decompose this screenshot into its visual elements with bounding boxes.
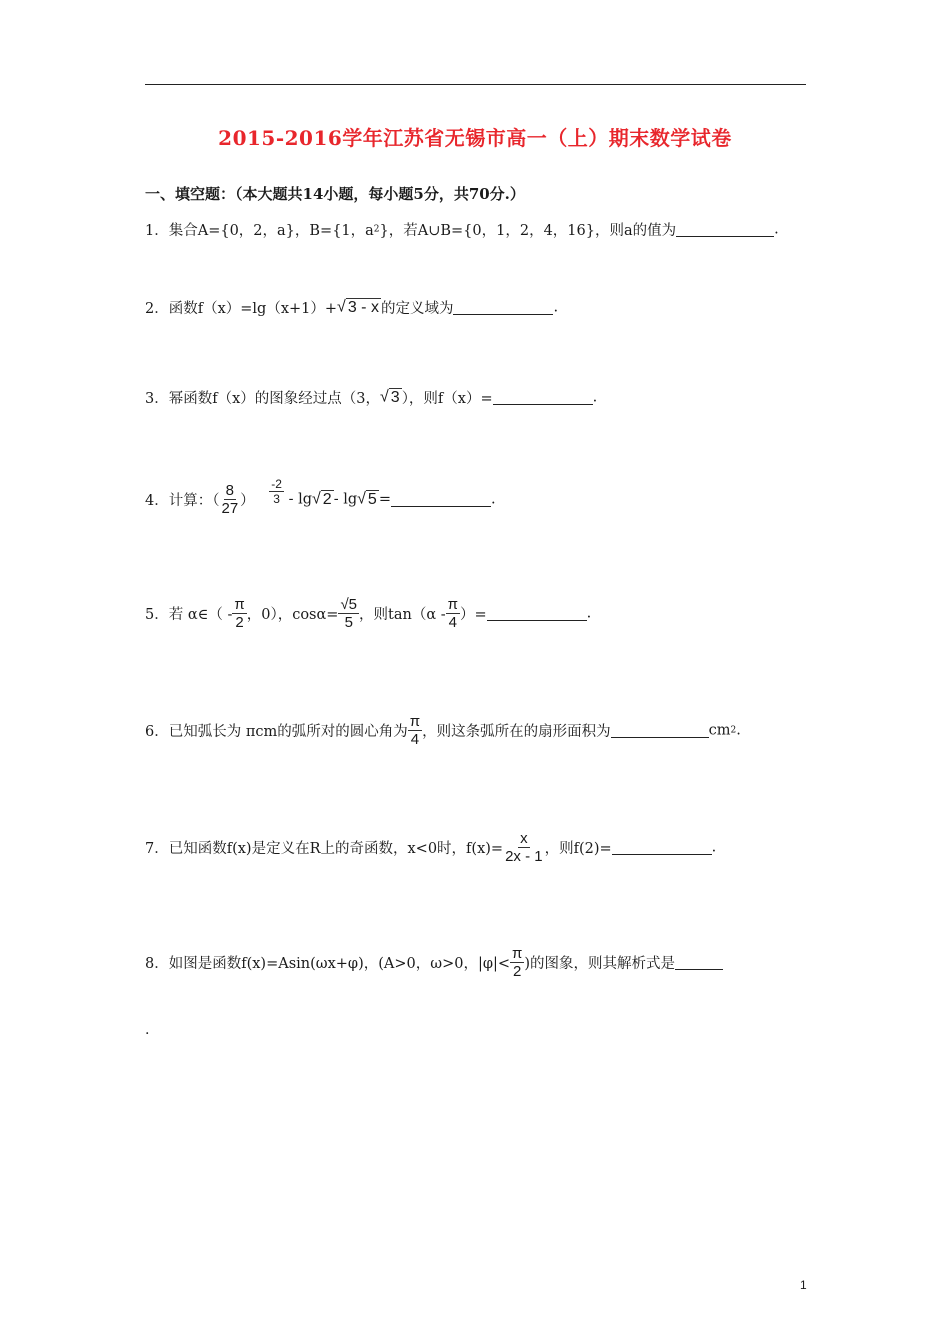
q2-end: . xyxy=(553,299,559,316)
q5-text: 5．若 α∈（ - xyxy=(145,607,233,623)
q2-radicand: 3 - x xyxy=(347,299,379,316)
q5-num-3: π xyxy=(447,596,459,613)
q4-end: . xyxy=(490,491,496,508)
question-4 xyxy=(145,477,496,517)
q6-end: . xyxy=(736,722,741,739)
q7-den: 2x - 1 xyxy=(505,848,543,865)
q5-num-1: π xyxy=(234,596,245,613)
q1-end: . xyxy=(774,221,779,238)
q6-answer-blank[interactable] xyxy=(611,723,709,738)
question-1 xyxy=(145,219,779,240)
q4-num: 8 xyxy=(225,482,234,499)
q4-text4: - lg xyxy=(333,491,358,508)
q8-fraction xyxy=(510,945,524,980)
section-heading: 一、填空题：（本大题共14小题，每小题5分，共70分.） xyxy=(145,185,525,203)
q4-answer-blank[interactable] xyxy=(391,492,491,507)
q7-fraction xyxy=(503,830,545,865)
q1-text2: }，若A∪B={0，1，2，4，16}，则a的值为 xyxy=(379,223,677,239)
q6-sup: 2 xyxy=(730,725,737,736)
q4-sqrt-2: √ 5 xyxy=(357,490,377,508)
q4-text5: = xyxy=(378,491,391,508)
q4-den: 27 xyxy=(221,500,239,517)
q1-text: 1．集合A={0，2，a}，B={1，a xyxy=(145,223,374,239)
q1-answer-blank[interactable] xyxy=(676,222,774,237)
q4-text3: - lg xyxy=(288,491,312,508)
question-8 xyxy=(145,945,723,980)
q5-den-1: 2 xyxy=(235,614,244,631)
q2-text2: 的定义域为 xyxy=(380,301,454,317)
q7-end: . xyxy=(711,839,717,856)
q8-trailing-period: . xyxy=(145,1022,150,1038)
q5-answer-blank[interactable] xyxy=(487,606,587,621)
q4-exponent xyxy=(269,477,284,506)
q5-den-3: 4 xyxy=(448,614,457,631)
page-number: 1 xyxy=(800,1278,807,1292)
q5-den-2: 5 xyxy=(344,614,353,631)
q4-text: 4．计算：（ xyxy=(145,493,220,509)
q7-text: 7．已知函数f(x)是定义在R上的奇函数，x<0时，f(x)= xyxy=(145,841,504,857)
q4-radicand-2: 5 xyxy=(367,491,377,508)
question-2 xyxy=(145,297,558,318)
question-7 xyxy=(145,830,716,865)
q5-fraction-1 xyxy=(232,596,246,631)
q3-sqrt: √ 3 xyxy=(380,388,400,406)
q5-text4: ）= xyxy=(460,607,487,623)
q7-answer-blank[interactable] xyxy=(612,840,712,855)
q4-text2: ） xyxy=(240,493,255,509)
q2-sqrt: √ 3 - x xyxy=(337,298,379,316)
q3-text2: ），则f（x）= xyxy=(401,391,493,407)
q7-num: x xyxy=(520,830,528,847)
header-rule xyxy=(145,84,806,85)
q3-answer-blank[interactable] xyxy=(493,390,593,405)
question-5 xyxy=(145,596,591,631)
q8-den: 2 xyxy=(513,963,522,980)
q1-sup: 2 xyxy=(373,224,380,235)
q4-exp-den: 3 xyxy=(273,492,280,506)
q6-text2: ，则这条弧所在的扇形面积为 xyxy=(422,724,611,740)
q4-exp-num: -2 xyxy=(271,477,282,491)
q6-unit: cm xyxy=(708,722,731,739)
q5-text2: ，0），cosα= xyxy=(246,607,339,623)
q5-fraction-2 xyxy=(338,596,359,631)
q5-text3: ，则tan（α - xyxy=(359,607,446,623)
page-title: 2015-2016学年江苏省无锡市高一（上）期末数学试卷 xyxy=(218,126,732,150)
q6-den: 4 xyxy=(410,731,420,748)
q2-text: 2．函数f（x）=lg（x+1）+ xyxy=(145,301,338,317)
q5-end: . xyxy=(586,605,592,622)
q4-fraction xyxy=(219,482,240,517)
q6-num: π xyxy=(409,713,421,730)
q6-text: 6．已知弧长为 πcm的弧所对的圆心角为 xyxy=(145,724,408,740)
question-6 xyxy=(145,713,741,748)
q8-text2: )的图象，则其解析式是 xyxy=(524,956,676,972)
q8-text: 8．如图是函数f(x)=Asin(ωx+φ)，(A>0，ω>0，|φ|< xyxy=(145,956,511,972)
q4-sqrt-1: √ 2 xyxy=(312,490,332,508)
q4-radicand-1: 2 xyxy=(322,491,332,508)
q2-answer-blank[interactable] xyxy=(453,300,553,315)
q5-fraction-3 xyxy=(446,596,460,631)
q3-end: . xyxy=(592,389,598,406)
q3-text: 3．幂函数f（x）的图象经过点（3， xyxy=(145,391,380,407)
q8-answer-blank[interactable] xyxy=(675,955,723,970)
q8-num: π xyxy=(512,945,523,962)
q3-radicand: 3 xyxy=(390,389,400,406)
q5-num-2: √5 xyxy=(340,596,358,613)
question-3 xyxy=(145,387,597,408)
q7-text2: ，则f(2)= xyxy=(544,841,612,857)
q6-fraction xyxy=(408,713,422,748)
